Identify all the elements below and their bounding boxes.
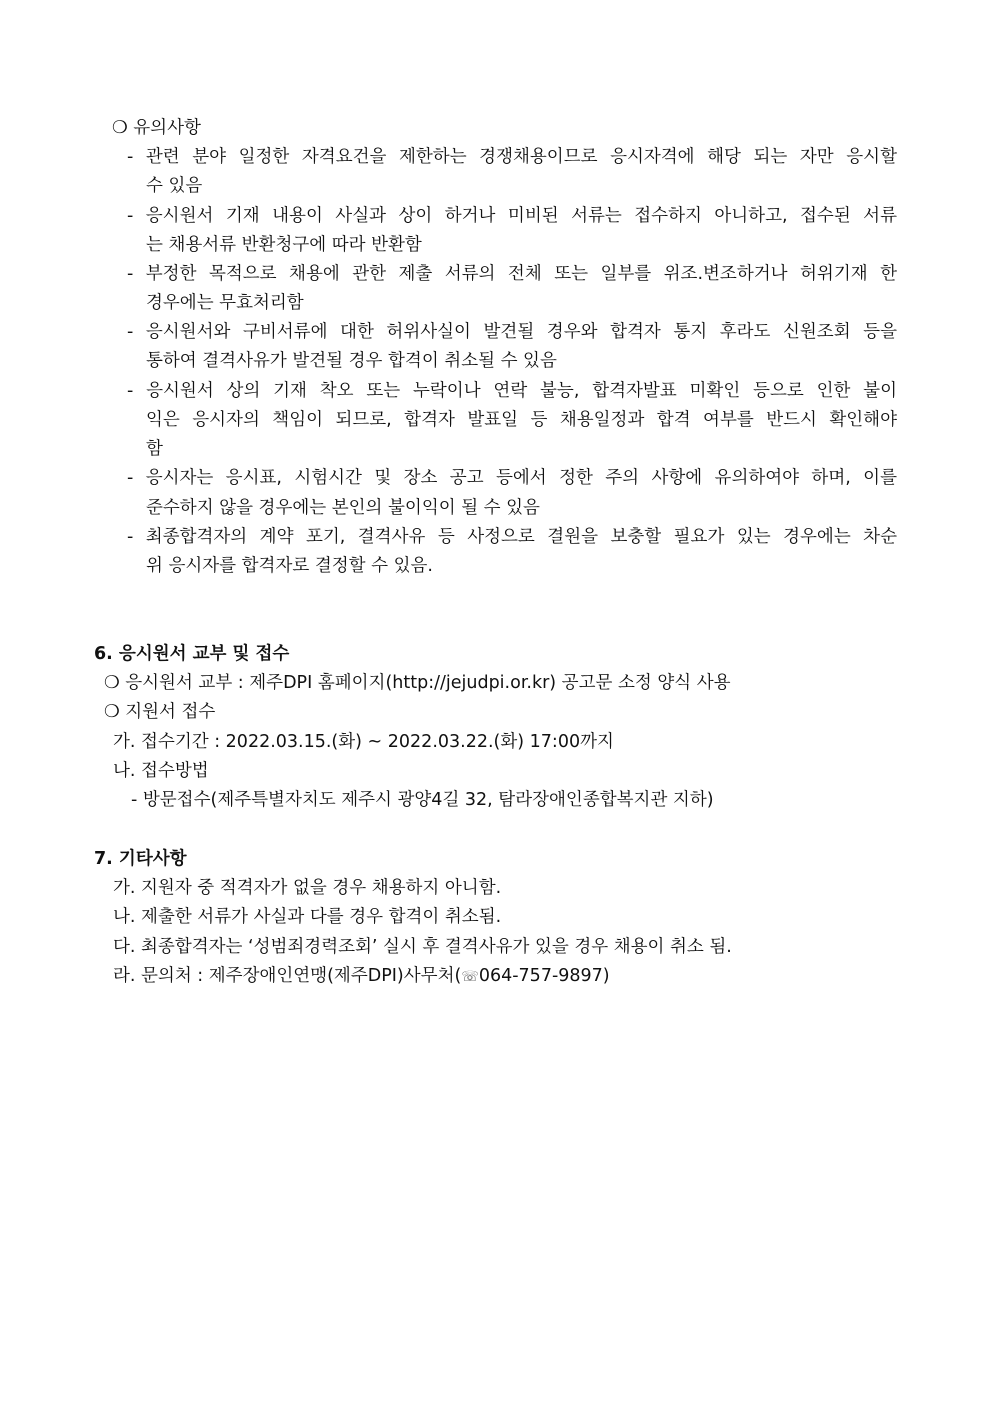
note-item-1-line-1: - 관련 분야 일정한 자격요건을 제한하는 경쟁채용이므로 응시자격에 해당 되는 자만 응시할 <box>127 147 897 167</box>
note-item-1-line-2: 수 있음 <box>146 176 203 196</box>
note-item-3-line-1: - 부정한 목적으로 채용에 관한 제출 서류의 전체 또는 일부를 위조.변조하거나 허위기재 한 <box>127 264 897 284</box>
notes-heading <box>112 116 201 140</box>
note-item-2-line-1: - 응시원서 기재 내용이 사실과 상이 하거나 미비된 서류는 접수하지 아니하고, 접수된 서류 <box>127 206 897 226</box>
other-item-1: 가. 지원자 중 적격자가 없을 경우 채용하지 아니함. <box>113 878 502 898</box>
other-item-4 <box>113 964 610 989</box>
notes-heading-text: 유의사항 <box>133 118 201 138</box>
contact-number: 064-757-9897) <box>478 966 610 986</box>
note-item-3-line-2: 경우에는 무효처리함 <box>146 293 304 313</box>
section-7-title: 7. 기타사항 <box>94 849 187 869</box>
note-item-7-line-1: - 최종합격자의 계약 포기, 결격사유 등 사정으로 결원을 보충할 필요가 있는 경우에는 차순 <box>127 527 897 547</box>
receipt-period: 가. 접수기간 : 2022.03.15.(화) ~ 2022.03.22.(화) 17:00까지 <box>113 732 614 752</box>
note-item-5-line-1: - 응시원서 상의 기재 착오 또는 누락이나 연락 불능, 합격자발표 미확인 등으로 인한 불이 <box>127 381 897 401</box>
application-receipt: ❍ 지원서 접수 <box>104 702 216 722</box>
other-item-2: 나. 제출한 서류가 사실과 다를 경우 합격이 취소됨. <box>113 907 502 927</box>
circle-bullet-icon: ❍ <box>112 118 128 138</box>
phone-icon: ☏ <box>461 969 479 985</box>
note-item-2-line-2: 는 채용서류 반환청구에 따라 반환함 <box>146 235 422 255</box>
note-item-6-line-2: 준수하지 않을 경우에는 본인의 불이익이 될 수 있음 <box>146 498 540 518</box>
section-6-title: 6. 응시원서 교부 및 접수 <box>94 644 290 664</box>
contact-prefix: 라. 문의처 : 제주장애인연맹(제주DPI)사무처( <box>113 966 462 986</box>
note-item-6-line-1: - 응시자는 응시표, 시험시간 및 장소 공고 등에서 정한 주의 사항에 유의하여야 하며, 이를 <box>127 468 897 488</box>
other-item-3: 다. 최종합격자는 ‘성범죄경력조회’ 실시 후 결격사유가 있을 경우 채용이 취소 됨. <box>113 937 732 957</box>
note-item-7-line-2: 위 응시자를 합격자로 결정할 수 있음. <box>146 556 433 576</box>
note-item-4-line-2: 통하여 결격사유가 발견될 경우 합격이 취소될 수 있음 <box>146 351 557 371</box>
application-distribution: ❍ 응시원서 교부 : 제주DPI 홈페이지(http://jejudpi.or.kr) 공고문 소정 양식 사용 <box>104 673 731 693</box>
receipt-method: 나. 접수방법 <box>113 761 209 781</box>
note-item-5-line-2: 익은 응시자의 책임이 되므로, 합격자 발표일 등 채용일정과 합격 여부를 반드시 확인해야 <box>146 410 897 430</box>
note-item-5-line-3: 함 <box>146 439 163 459</box>
note-item-4-line-1: - 응시원서와 구비서류에 대한 허위사실이 발견될 경우와 합격자 통지 후라도 신원조회 등을 <box>127 322 897 342</box>
receipt-method-detail: - 방문접수(제주특별자치도 제주시 광양4길 32, 탐라장애인종합복지관 지하) <box>131 790 714 810</box>
